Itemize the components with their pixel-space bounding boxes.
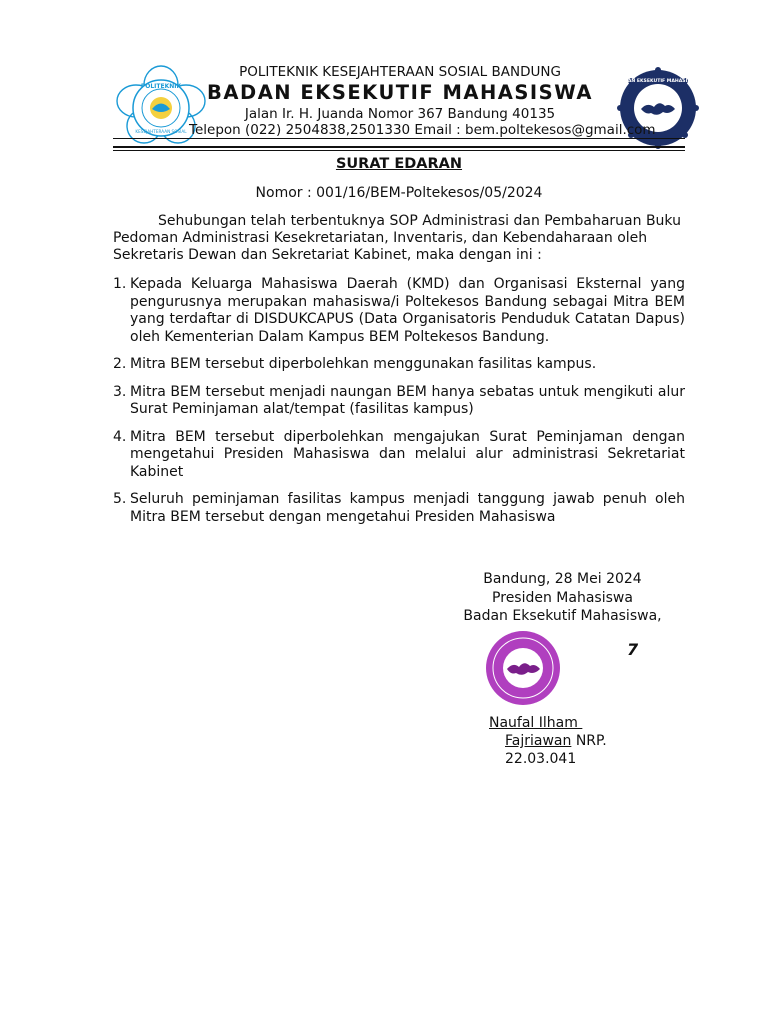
bem-stamp [484, 629, 562, 707]
svg-text:KESEJAHTERAAN SOSIAL: KESEJAHTERAAN SOSIAL [135, 129, 187, 134]
list-item: 3. Mitra BEM tersebut menjadi naungan BEM hanya sebatas untuk mengikuti alur Surat Peminjaman alat/tempat (fasilitas kampus) [113, 383, 685, 417]
circular-items [113, 276, 685, 536]
signature-position: Presiden Mahasiswa [492, 590, 633, 606]
list-item: 4. Mitra BEM tersebut diperbolehkan mengajukan Surat Peminjaman dengan mengetahui Presiden Mahasiswa dan melalui alur administrasi Sekretariat Kabinet [113, 428, 685, 480]
organization-name: BADAN EKSEKUTIF MAHASISWA [207, 81, 593, 104]
signature-organization: Badan Eksekutif Mahasiswa, [463, 608, 662, 624]
letter-title: SURAT EDARAN [335, 156, 463, 172]
signatory-name-first: Naufal Ilham [489, 715, 583, 731]
list-item: 1. Kepada Keluarga Mahasiswa Daerah (KMD) dan Organisasi Eksternal yang pengurusnya merupakan mahasiswa/i Poltekesos Bandung sebagai Mitra BEM yang terdaftar di DISDUKCAPUS (Data Organisatoris Penduduk Catatan Dapus) oleh Kementerian Dalam Kampus BEM Poltekesos Bandung. [113, 276, 685, 345]
signature-place-date: Bandung, 28 Mei 2024 [483, 571, 642, 587]
contact-info: Telepon (022) 2504838,2501330 Email : bem.poltekesos@gmail.com [113, 122, 685, 139]
header-rule-thin [113, 150, 685, 151]
signatory-nrp: 22.03.041 [505, 751, 577, 767]
signature-scribble: 7 [627, 640, 639, 659]
header-rule [113, 146, 685, 148]
intro-paragraph: Sehubungan telah terbentuknya SOP Administrasi dan Pembaharuan Buku Pedoman Administrasi Kesekretariatan, Inventaris, dan Kebendaharaan oleh Sekretaris Dewan dan Sekretariat Kabinet, maka dengan ini : [113, 213, 681, 263]
signatory-name-last: Fajriawan NRP. [505, 733, 607, 749]
svg-text:POLITEKNIK: POLITEKNIK [140, 83, 182, 90]
letter-number: Nomor : 001/16/BEM-Poltekesos/05/2024 [255, 185, 543, 201]
list-item: 5. Seluruh peminjaman fasilitas kampus menjadi tanggung jawab penuh oleh Mitra BEM tersebut dengan mengetahui Presiden Mahasiswa [113, 491, 685, 525]
list-item: 2. Mitra BEM tersebut diperbolehkan menggunakan fasilitas kampus. [113, 356, 597, 372]
address: Jalan Ir. H. Juanda Nomor 367 Bandung 40135 [244, 106, 556, 122]
institution-name: POLITEKNIK KESEJAHTERAAN SOSIAL BANDUNG [239, 64, 561, 80]
svg-text:BADAN EKSEKUTIF MAHASISWA: BADAN EKSEKUTIF MAHASISWA [617, 79, 699, 84]
